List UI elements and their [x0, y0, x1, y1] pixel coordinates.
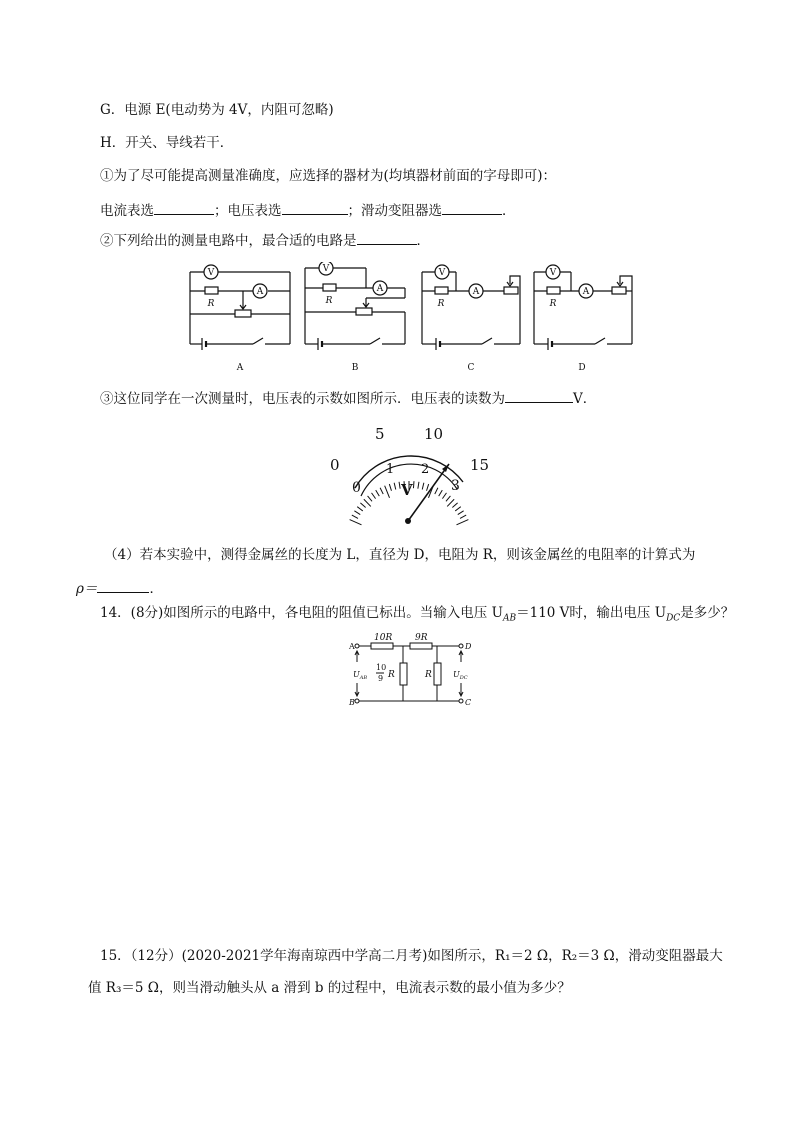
voltmeter-label: ；电压表选 — [214, 203, 282, 219]
question-15-line-2: 值 R₃＝5 Ω，则当滑动触头从 a 滑到 b 的过程中，电流表示数的最小值为多少？ — [88, 980, 571, 996]
voltmeter-symbol-b: V — [322, 264, 330, 274]
question-14 — [100, 603, 734, 629]
dial-tick — [442, 493, 446, 499]
u-ab-symbol: U — [353, 670, 360, 679]
voltmeter-blank[interactable] — [282, 199, 348, 215]
question-15-line-1: 15．（12分）(2020-2021学年海南琼西中学高二月考)如图所示，R₁＝2 Ω，R₂＝3 Ω，滑动变阻器最大 — [100, 948, 723, 964]
dial-tick — [364, 499, 371, 506]
node-b-label: B — [349, 698, 355, 707]
meter-unit-label: V — [401, 481, 413, 499]
dial-tick — [354, 511, 360, 515]
ladder-circuit-figure — [345, 630, 475, 714]
dial-tick — [385, 486, 390, 498]
q3-unit: V． — [573, 391, 597, 407]
fraction-unit: R — [388, 670, 395, 680]
resistor-9r-label: 9R — [415, 633, 428, 643]
dial-tick — [360, 503, 365, 508]
question-3-text: ③这位同学在一次测量时，电压表的示数如图所示．电压表的读数为 — [100, 391, 505, 407]
dial-tick — [413, 481, 414, 488]
fraction-denominator: 9 — [378, 674, 384, 683]
resistor-label-a: R — [207, 299, 215, 309]
question-1-blanks — [100, 199, 516, 221]
lower-tick-3: 3 — [451, 478, 460, 494]
node-c-label: C — [465, 698, 472, 707]
dial-tick — [458, 511, 464, 515]
circuit-blank[interactable] — [357, 229, 417, 245]
u-ab-subscript: AB — [359, 675, 368, 681]
rheostat-label: ；滑动变阻器选 — [347, 203, 442, 219]
q1-end: ． — [502, 203, 516, 219]
question-4-line-2 — [76, 577, 163, 599]
circuit-d-label: D — [578, 363, 586, 373]
resistor-label-c: R — [437, 299, 445, 309]
upper-tick-0: 0 — [330, 456, 340, 474]
question-2-text: ②下列给出的测量电路中，最合适的电路是 — [100, 233, 357, 249]
question-3 — [100, 387, 596, 409]
rho-symbol: ρ＝ — [76, 581, 98, 597]
upper-tick-15: 15 — [470, 456, 490, 474]
dial-tick — [352, 515, 358, 518]
dial-tick — [439, 490, 443, 496]
dial-tick — [350, 520, 362, 525]
lower-tick-0: 0 — [352, 480, 361, 496]
circuit-b-label: B — [351, 363, 359, 373]
svg-text:UAB — [353, 670, 367, 681]
dial-tick — [447, 499, 454, 506]
dial-tick — [452, 503, 457, 508]
rheostat-blank[interactable] — [442, 199, 502, 215]
resistor-10r-label: 10R — [374, 633, 393, 643]
circuit-options-figure — [180, 262, 640, 382]
ammeter-blank[interactable] — [154, 199, 214, 215]
voltage-reading-blank[interactable] — [505, 387, 573, 403]
ammeter-symbol-b: A — [376, 284, 384, 294]
q14-mid: ＝110 V时，输出电压 U — [516, 605, 667, 621]
q14-end: 是多少？ — [680, 605, 735, 621]
svg-text:UDC — [453, 670, 468, 681]
fraction-numerator: 10 — [376, 663, 387, 672]
dial-tick — [357, 507, 363, 511]
item-h: H．开关、导线若干． — [100, 135, 234, 151]
q4-end: ． — [149, 581, 163, 597]
dial-tick — [376, 490, 380, 496]
dial-tick — [372, 493, 376, 499]
upper-tick-5: 5 — [375, 425, 385, 443]
dial-tick — [394, 483, 396, 490]
dial-tick — [422, 483, 424, 490]
upper-tick-10: 10 — [424, 425, 444, 443]
dial-tick — [460, 515, 466, 518]
question-2 — [100, 229, 430, 251]
dial-tick — [399, 482, 400, 489]
q14-sub-ab: AB — [502, 613, 517, 624]
dial-tick — [389, 484, 391, 491]
ammeter-symbol-a: A — [256, 287, 264, 297]
circuit-a — [190, 265, 290, 350]
circuit-c-label: C — [467, 363, 475, 373]
voltmeter-symbol-a: V — [207, 268, 215, 278]
question-4-line-1: （4）若本实验中，测得金属丝的长度为 L，直径为 D，电阻为 R，则该金属丝的电阻率的计算式为 — [104, 547, 696, 563]
u-dc-symbol: U — [453, 670, 460, 679]
node-a-label: A — [349, 642, 355, 651]
ammeter-label: 电流表选 — [100, 203, 154, 219]
dial-tick — [368, 496, 372, 501]
node-d-label: D — [465, 642, 472, 651]
item-g: G．电源 E(电动势为 4V，内阻可忽略) — [100, 102, 334, 118]
resistor-label-b: R — [325, 296, 333, 306]
dial-tick — [418, 482, 419, 489]
circuit-a-label: A — [236, 363, 244, 373]
ammeter-symbol-d: A — [582, 287, 590, 297]
q2-end: ． — [416, 233, 430, 249]
q14-sub-dc: DC — [666, 613, 681, 624]
dial-tick — [427, 484, 429, 491]
dial-tick — [380, 488, 383, 494]
resistivity-blank[interactable] — [97, 577, 149, 593]
dial-tick — [455, 507, 461, 511]
resistor-r-label: R — [425, 670, 432, 680]
q14-text: 14．(8分)如图所示的电路中，各电阻的阻值已标出。当输入电压 U — [100, 605, 503, 621]
circuit-b — [305, 262, 405, 350]
voltmeter-symbol-d: V — [549, 268, 557, 278]
resistor-label-d: R — [549, 299, 557, 309]
dial-tick — [457, 520, 469, 525]
dial-tick — [446, 496, 450, 501]
ammeter-symbol-c: A — [472, 287, 480, 297]
lower-tick-2: 2 — [421, 462, 430, 477]
voltmeter-dial-figure — [325, 420, 495, 534]
dial-tick — [435, 488, 438, 494]
lower-tick-1: 1 — [386, 462, 395, 477]
question-1: ①为了尽可能提高测量准确度，应选择的器材为(均填器材前面的字母即可)： — [100, 168, 557, 184]
voltmeter-symbol-c: V — [438, 268, 446, 278]
u-dc-subscript: DC — [459, 675, 468, 681]
